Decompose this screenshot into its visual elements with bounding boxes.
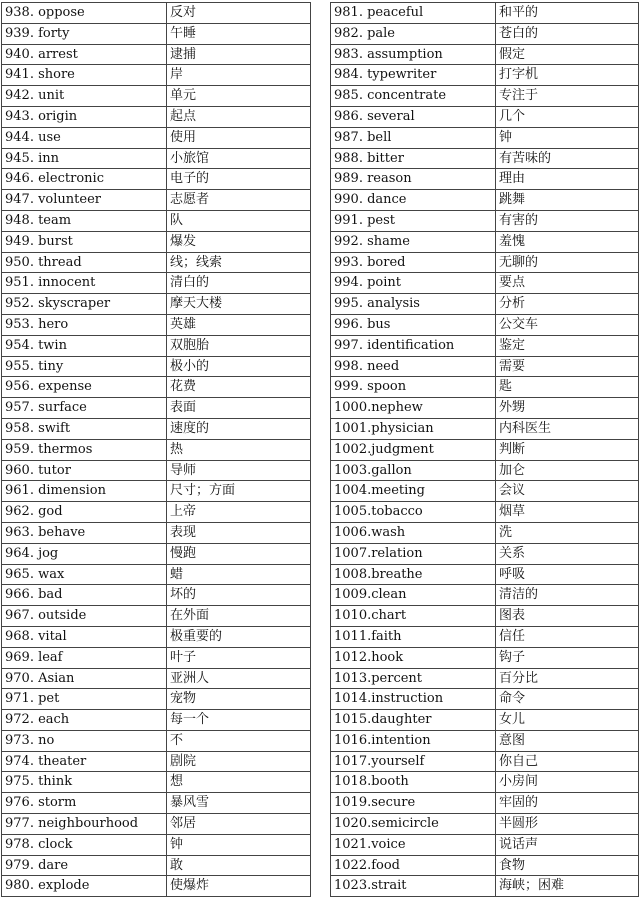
english-word-cell: 948. team — [2, 210, 167, 231]
chinese-meaning-cell: 外甥 — [496, 398, 639, 419]
vocab-row — [331, 522, 639, 543]
chinese-meaning-cell: 钟 — [496, 127, 639, 148]
chinese-meaning-cell: 公交车 — [496, 314, 639, 335]
english-word-cell: 1003.gallon — [331, 460, 496, 481]
english-word-cell: 998. need — [331, 356, 496, 377]
vocab-row — [331, 190, 639, 211]
chinese-meaning-cell: 邻居 — [167, 814, 311, 835]
chinese-meaning-cell: 无聊的 — [496, 252, 639, 273]
chinese-meaning-cell: 信任 — [496, 626, 639, 647]
chinese-meaning-cell: 坏的 — [167, 585, 311, 606]
english-word-cell: 981. peaceful — [331, 3, 496, 24]
vocab-row — [2, 3, 311, 24]
chinese-meaning-cell: 极重要的 — [167, 626, 311, 647]
vocab-row — [331, 689, 639, 710]
chinese-meaning-cell: 呼吸 — [496, 564, 639, 585]
english-word-cell: 982. pale — [331, 23, 496, 44]
vocab-row — [331, 169, 639, 190]
english-word-cell: 1008.breathe — [331, 564, 496, 585]
chinese-meaning-cell: 图表 — [496, 606, 639, 627]
chinese-meaning-cell: 爆发 — [167, 231, 311, 252]
chinese-meaning-cell: 使用 — [167, 127, 311, 148]
vocab-row — [331, 398, 639, 419]
chinese-meaning-cell: 打字机 — [496, 65, 639, 86]
vocab-row — [331, 418, 639, 439]
chinese-meaning-cell: 在外面 — [167, 606, 311, 627]
chinese-meaning-cell: 电子的 — [167, 169, 311, 190]
chinese-meaning-cell: 有害的 — [496, 210, 639, 231]
english-word-cell: 1012.hook — [331, 647, 496, 668]
vocab-row — [331, 44, 639, 65]
vocab-row — [2, 460, 311, 481]
vocab-row — [331, 543, 639, 564]
vocab-row — [2, 398, 311, 419]
chinese-meaning-cell: 有苦味的 — [496, 148, 639, 169]
chinese-meaning-cell: 要点 — [496, 273, 639, 294]
vocab-row — [2, 793, 311, 814]
vocab-row — [2, 751, 311, 772]
chinese-meaning-cell: 起点 — [167, 106, 311, 127]
english-word-cell: 957. surface — [2, 398, 167, 419]
vocab-row — [331, 210, 639, 231]
chinese-meaning-cell: 线；线索 — [167, 252, 311, 273]
vocab-row — [2, 252, 311, 273]
vocab-row — [2, 647, 311, 668]
vocab-row — [331, 3, 639, 24]
english-word-cell: 1019.secure — [331, 793, 496, 814]
chinese-meaning-cell: 牢固的 — [496, 793, 639, 814]
vocab-row — [331, 231, 639, 252]
vocab-row — [331, 751, 639, 772]
vocab-row — [331, 252, 639, 273]
vocab-row — [2, 356, 311, 377]
english-word-cell: 973. no — [2, 730, 167, 751]
english-word-cell: 1018.booth — [331, 772, 496, 793]
chinese-meaning-cell: 钩子 — [496, 647, 639, 668]
chinese-meaning-cell: 使爆炸 — [167, 876, 311, 897]
vocab-row — [331, 273, 639, 294]
chinese-meaning-cell: 内科医生 — [496, 418, 639, 439]
vocab-row — [2, 689, 311, 710]
english-word-cell: 1015.daughter — [331, 710, 496, 731]
english-word-cell: 947. volunteer — [2, 190, 167, 211]
chinese-meaning-cell: 逮捕 — [167, 44, 311, 65]
vocab-row — [2, 335, 311, 356]
chinese-meaning-cell: 命令 — [496, 689, 639, 710]
english-word-cell: 972. each — [2, 710, 167, 731]
chinese-meaning-cell: 说话声 — [496, 834, 639, 855]
vocab-row — [2, 876, 311, 897]
vocab-row — [2, 730, 311, 751]
english-word-cell: 955. tiny — [2, 356, 167, 377]
english-word-cell: 984. typewriter — [331, 65, 496, 86]
english-word-cell: 945. inn — [2, 148, 167, 169]
english-word-cell: 1005.tobacco — [331, 502, 496, 523]
english-word-cell: 961. dimension — [2, 481, 167, 502]
english-word-cell: 970. Asian — [2, 668, 167, 689]
english-word-cell: 1014.instruction — [331, 689, 496, 710]
vocab-row — [2, 106, 311, 127]
english-word-cell: 994. point — [331, 273, 496, 294]
english-word-cell: 1016.intention — [331, 730, 496, 751]
vocab-row — [2, 210, 311, 231]
english-word-cell: 963. behave — [2, 522, 167, 543]
english-word-cell: 974. theater — [2, 751, 167, 772]
english-word-cell: 992. shame — [331, 231, 496, 252]
vocab-table-right-body — [331, 3, 639, 897]
chinese-meaning-cell: 清洁的 — [496, 585, 639, 606]
vocab-row — [2, 481, 311, 502]
english-word-cell: 958. swift — [2, 418, 167, 439]
vocab-row — [2, 377, 311, 398]
vocab-row — [331, 106, 639, 127]
chinese-meaning-cell: 宠物 — [167, 689, 311, 710]
vocab-row — [2, 543, 311, 564]
english-word-cell: 990. dance — [331, 190, 496, 211]
vocab-row — [331, 647, 639, 668]
chinese-meaning-cell: 半圆形 — [496, 814, 639, 835]
chinese-meaning-cell: 加仑 — [496, 460, 639, 481]
chinese-meaning-cell: 慢跑 — [167, 543, 311, 564]
english-word-cell: 1002.judgment — [331, 439, 496, 460]
vocab-row — [331, 855, 639, 876]
english-word-cell: 971. pet — [2, 689, 167, 710]
english-word-cell: 975. think — [2, 772, 167, 793]
chinese-meaning-cell: 烟草 — [496, 502, 639, 523]
vocab-row — [331, 502, 639, 523]
vocab-row — [331, 86, 639, 107]
chinese-meaning-cell: 钟 — [167, 834, 311, 855]
vocab-row — [2, 314, 311, 335]
chinese-meaning-cell: 女儿 — [496, 710, 639, 731]
vocab-row — [2, 439, 311, 460]
vocab-row — [331, 710, 639, 731]
chinese-meaning-cell: 上帝 — [167, 502, 311, 523]
vocab-row — [2, 273, 311, 294]
english-word-cell: 964. jog — [2, 543, 167, 564]
english-word-cell: 966. bad — [2, 585, 167, 606]
vocab-row — [2, 772, 311, 793]
chinese-meaning-cell: 岸 — [167, 65, 311, 86]
english-word-cell: 1009.clean — [331, 585, 496, 606]
vocab-row — [331, 439, 639, 460]
chinese-meaning-cell: 关系 — [496, 543, 639, 564]
english-word-cell: 940. arrest — [2, 44, 167, 65]
vocab-row — [2, 169, 311, 190]
chinese-meaning-cell: 午睡 — [167, 23, 311, 44]
english-word-cell: 976. storm — [2, 793, 167, 814]
english-word-cell: 1011.faith — [331, 626, 496, 647]
chinese-meaning-cell: 每一个 — [167, 710, 311, 731]
english-word-cell: 938. oppose — [2, 3, 167, 24]
vocab-row — [331, 481, 639, 502]
vocab-row — [2, 23, 311, 44]
english-word-cell: 1022.food — [331, 855, 496, 876]
vocab-row — [331, 148, 639, 169]
english-word-cell: 1010.chart — [331, 606, 496, 627]
chinese-meaning-cell: 意图 — [496, 730, 639, 751]
english-word-cell: 939. forty — [2, 23, 167, 44]
chinese-meaning-cell: 苍白的 — [496, 23, 639, 44]
chinese-meaning-cell: 极小的 — [167, 356, 311, 377]
chinese-meaning-cell: 叶子 — [167, 647, 311, 668]
vocab-row — [2, 522, 311, 543]
english-word-cell: 1020.semicircle — [331, 814, 496, 835]
chinese-meaning-cell: 摩天大楼 — [167, 294, 311, 315]
vocab-row — [331, 626, 639, 647]
chinese-meaning-cell: 食物 — [496, 855, 639, 876]
english-word-cell: 1017.yourself — [331, 751, 496, 772]
english-word-cell: 960. tutor — [2, 460, 167, 481]
vocab-row — [331, 585, 639, 606]
english-word-cell: 986. several — [331, 106, 496, 127]
vocab-row — [2, 502, 311, 523]
vocab-row — [331, 730, 639, 751]
chinese-meaning-cell: 几个 — [496, 106, 639, 127]
vocab-row — [2, 606, 311, 627]
english-word-cell: 969. leaf — [2, 647, 167, 668]
vocab-row — [2, 564, 311, 585]
chinese-meaning-cell: 暴风雪 — [167, 793, 311, 814]
chinese-meaning-cell: 导师 — [167, 460, 311, 481]
vocab-row — [2, 626, 311, 647]
chinese-meaning-cell: 反对 — [167, 3, 311, 24]
english-word-cell: 1004.meeting — [331, 481, 496, 502]
english-word-cell: 968. vital — [2, 626, 167, 647]
chinese-meaning-cell: 海峡；困难 — [496, 876, 639, 897]
vocab-table-right — [330, 2, 639, 897]
chinese-meaning-cell: 清白的 — [167, 273, 311, 294]
chinese-meaning-cell: 敢 — [167, 855, 311, 876]
chinese-meaning-cell: 需要 — [496, 356, 639, 377]
vocab-row — [2, 585, 311, 606]
english-word-cell: 987. bell — [331, 127, 496, 148]
chinese-meaning-cell: 你自己 — [496, 751, 639, 772]
vocab-row — [331, 65, 639, 86]
vocab-row — [331, 793, 639, 814]
chinese-meaning-cell: 鉴定 — [496, 335, 639, 356]
english-word-cell: 1013.percent — [331, 668, 496, 689]
chinese-meaning-cell: 小房间 — [496, 772, 639, 793]
english-word-cell: 983. assumption — [331, 44, 496, 65]
english-word-cell: 997. identification — [331, 335, 496, 356]
vocab-row — [331, 377, 639, 398]
vocab-row — [331, 564, 639, 585]
english-word-cell: 1023.strait — [331, 876, 496, 897]
chinese-meaning-cell: 会议 — [496, 481, 639, 502]
vocab-row — [331, 606, 639, 627]
english-word-cell: 989. reason — [331, 169, 496, 190]
vocab-row — [331, 668, 639, 689]
english-word-cell: 942. unit — [2, 86, 167, 107]
english-word-cell: 951. innocent — [2, 273, 167, 294]
vocab-row — [2, 710, 311, 731]
english-word-cell: 995. analysis — [331, 294, 496, 315]
chinese-meaning-cell: 英雄 — [167, 314, 311, 335]
chinese-meaning-cell: 亚洲人 — [167, 668, 311, 689]
chinese-meaning-cell: 不 — [167, 730, 311, 751]
vocab-row — [2, 814, 311, 835]
english-word-cell: 953. hero — [2, 314, 167, 335]
vocab-row — [331, 314, 639, 335]
vocab-row — [2, 418, 311, 439]
english-word-cell: 1021.voice — [331, 834, 496, 855]
vocab-row — [331, 814, 639, 835]
chinese-meaning-cell: 百分比 — [496, 668, 639, 689]
english-word-cell: 956. expense — [2, 377, 167, 398]
vocab-row — [331, 356, 639, 377]
english-word-cell: 944. use — [2, 127, 167, 148]
vocab-row — [2, 127, 311, 148]
vocab-row — [2, 294, 311, 315]
english-word-cell: 988. bitter — [331, 148, 496, 169]
english-word-cell: 941. shore — [2, 65, 167, 86]
english-word-cell: 949. burst — [2, 231, 167, 252]
chinese-meaning-cell: 理由 — [496, 169, 639, 190]
chinese-meaning-cell: 表面 — [167, 398, 311, 419]
vocab-row — [2, 834, 311, 855]
english-word-cell: 978. clock — [2, 834, 167, 855]
chinese-meaning-cell: 剧院 — [167, 751, 311, 772]
chinese-meaning-cell: 表现 — [167, 522, 311, 543]
vocab-row — [331, 23, 639, 44]
chinese-meaning-cell: 花费 — [167, 377, 311, 398]
english-word-cell: 954. twin — [2, 335, 167, 356]
chinese-meaning-cell: 匙 — [496, 377, 639, 398]
chinese-meaning-cell: 想 — [167, 772, 311, 793]
english-word-cell: 980. explode — [2, 876, 167, 897]
english-word-cell: 946. electronic — [2, 169, 167, 190]
vocab-row — [2, 190, 311, 211]
vocab-row — [331, 127, 639, 148]
vocab-row — [331, 335, 639, 356]
english-word-cell: 962. god — [2, 502, 167, 523]
english-word-cell: 1006.wash — [331, 522, 496, 543]
chinese-meaning-cell: 志愿者 — [167, 190, 311, 211]
chinese-meaning-cell: 跳舞 — [496, 190, 639, 211]
chinese-meaning-cell: 小旅馆 — [167, 148, 311, 169]
chinese-meaning-cell: 假定 — [496, 44, 639, 65]
vocab-row — [2, 668, 311, 689]
english-word-cell: 985. concentrate — [331, 86, 496, 107]
vocab-row — [331, 460, 639, 481]
vocab-row — [2, 855, 311, 876]
chinese-meaning-cell: 羞愧 — [496, 231, 639, 252]
vocab-row — [2, 44, 311, 65]
english-word-cell: 959. thermos — [2, 439, 167, 460]
vocab-row — [2, 65, 311, 86]
chinese-meaning-cell: 和平的 — [496, 3, 639, 24]
chinese-meaning-cell: 热 — [167, 439, 311, 460]
english-word-cell: 965. wax — [2, 564, 167, 585]
vocab-table-left-body — [2, 3, 311, 897]
chinese-meaning-cell: 分析 — [496, 294, 639, 315]
english-word-cell: 991. pest — [331, 210, 496, 231]
vocab-row — [2, 86, 311, 107]
english-word-cell: 999. spoon — [331, 377, 496, 398]
vocab-row — [331, 294, 639, 315]
english-word-cell: 1007.relation — [331, 543, 496, 564]
vocab-table-left — [1, 2, 311, 897]
chinese-meaning-cell: 队 — [167, 210, 311, 231]
english-word-cell: 996. bus — [331, 314, 496, 335]
chinese-meaning-cell: 洗 — [496, 522, 639, 543]
english-word-cell: 967. outside — [2, 606, 167, 627]
english-word-cell: 993. bored — [331, 252, 496, 273]
vocab-row — [331, 876, 639, 897]
english-word-cell: 1001.physician — [331, 418, 496, 439]
chinese-meaning-cell: 尺寸；方面 — [167, 481, 311, 502]
vocab-row — [331, 834, 639, 855]
chinese-meaning-cell: 双胞胎 — [167, 335, 311, 356]
english-word-cell: 979. dare — [2, 855, 167, 876]
vocab-row — [2, 231, 311, 252]
english-word-cell: 1000.nephew — [331, 398, 496, 419]
english-word-cell: 943. origin — [2, 106, 167, 127]
chinese-meaning-cell: 判断 — [496, 439, 639, 460]
english-word-cell: 977. neighbourhood — [2, 814, 167, 835]
english-word-cell: 952. skyscraper — [2, 294, 167, 315]
chinese-meaning-cell: 速度的 — [167, 418, 311, 439]
vocab-row — [331, 772, 639, 793]
chinese-meaning-cell: 蜡 — [167, 564, 311, 585]
vocab-row — [2, 148, 311, 169]
chinese-meaning-cell: 专注于 — [496, 86, 639, 107]
english-word-cell: 950. thread — [2, 252, 167, 273]
chinese-meaning-cell: 单元 — [167, 86, 311, 107]
